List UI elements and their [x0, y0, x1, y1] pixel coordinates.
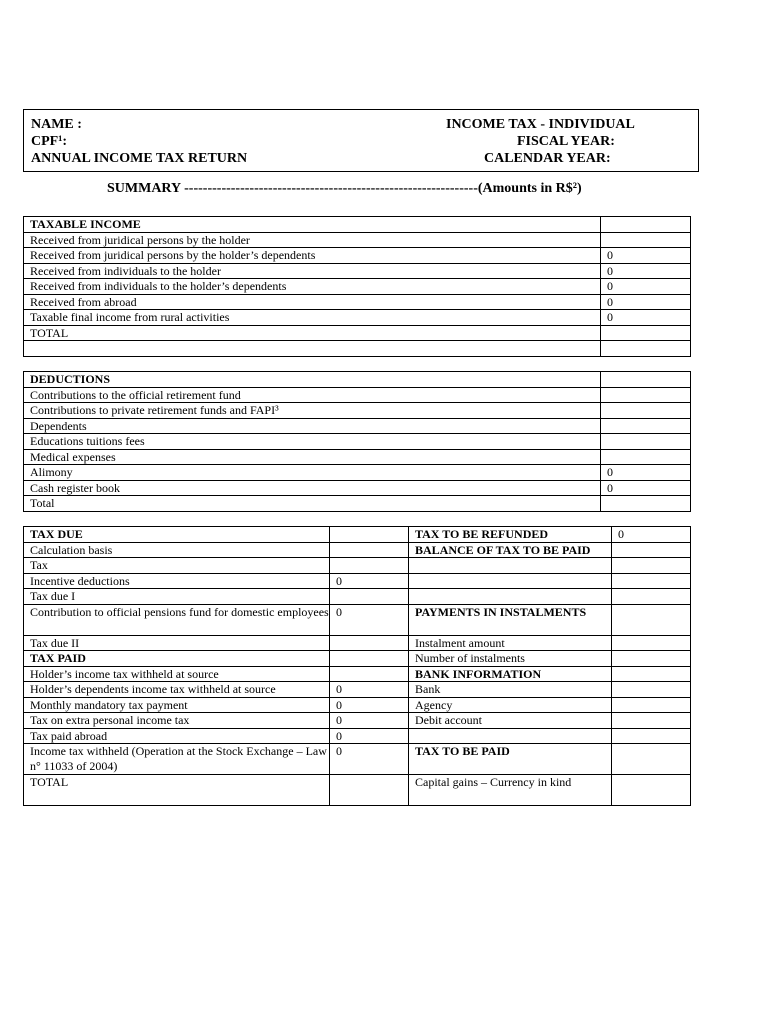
table-row	[24, 387, 691, 403]
tax-item-label: Tax due I	[24, 589, 330, 605]
payment-item-label: TAX TO BE PAID	[409, 744, 612, 775]
payment-item-label: Instalment amount	[409, 635, 612, 651]
table-row	[24, 449, 691, 465]
tax-item-value: 0	[330, 697, 409, 713]
tax-item-label: Holder’s income tax withheld at source	[24, 666, 330, 682]
tax-type-label: INCOME TAX - INDIVIDUAL	[446, 117, 635, 132]
payment-item-value	[612, 697, 691, 713]
payment-item-label	[409, 573, 612, 589]
payment-item-label: TAX TO BE REFUNDED	[409, 527, 612, 543]
taxable-income-value: 0	[601, 248, 691, 264]
deduction-label: Educations tuitions fees	[24, 434, 601, 450]
table-row	[24, 635, 691, 651]
taxable-income-label: Received from abroad	[24, 294, 601, 310]
deduction-value: 0	[601, 465, 691, 481]
tax-summary-table	[23, 526, 691, 806]
payment-item-label: Capital gains – Currency in kind	[409, 775, 612, 806]
taxable-income-label	[24, 341, 601, 357]
taxable-income-value: 0	[601, 279, 691, 295]
deductions-heading-value	[601, 372, 691, 388]
tax-item-value: 0	[330, 728, 409, 744]
tax-item-value: 0	[330, 682, 409, 698]
tax-item-label: TOTAL	[24, 775, 330, 806]
deduction-value	[601, 418, 691, 434]
payment-item-label: Debit account	[409, 713, 612, 729]
payment-item-label: Agency	[409, 697, 612, 713]
table-row	[24, 341, 691, 357]
tax-item-value: 0	[330, 713, 409, 729]
tax-item-value	[330, 666, 409, 682]
deduction-label: Cash register book	[24, 480, 601, 496]
payment-item-value	[612, 651, 691, 667]
payment-item-value	[612, 558, 691, 574]
payment-item-value	[612, 682, 691, 698]
table-row	[24, 728, 691, 744]
payment-item-value	[612, 635, 691, 651]
taxable-income-value: 0	[601, 294, 691, 310]
deduction-label: Contributions to private retirement funds and FAPI³	[24, 403, 601, 419]
table-row	[24, 558, 691, 574]
table-row	[24, 682, 691, 698]
payment-item-label	[409, 558, 612, 574]
fiscal-year-label: FISCAL YEAR:	[517, 134, 615, 149]
table-row	[24, 310, 691, 326]
payment-item-label: BANK INFORMATION	[409, 666, 612, 682]
deduction-value	[601, 403, 691, 419]
table-row	[24, 744, 691, 775]
taxable-income-label: TOTAL	[24, 325, 601, 341]
calendar-year-label: CALENDAR YEAR:	[484, 151, 611, 166]
tax-item-label: TAX PAID	[24, 651, 330, 667]
taxable-income-label: Received from juridical persons by the holder	[24, 232, 601, 248]
payment-item-label: Number of instalments	[409, 651, 612, 667]
table-row	[24, 232, 691, 248]
table-row	[24, 573, 691, 589]
tax-item-label: Monthly mandatory tax payment	[24, 697, 330, 713]
table-row	[24, 589, 691, 605]
deductions-heading-row	[24, 372, 691, 388]
tax-item-label: Tax due II	[24, 635, 330, 651]
tax-item-label: Contribution to official pensions fund for domestic employees	[24, 604, 330, 635]
deduction-value	[601, 496, 691, 512]
table-row	[24, 666, 691, 682]
deduction-label: Medical expenses	[24, 449, 601, 465]
tax-item-label: Tax	[24, 558, 330, 574]
payment-item-value	[612, 775, 691, 806]
table-row	[24, 496, 691, 512]
taxable-income-label: Taxable final income from rural activities	[24, 310, 601, 326]
taxable-income-value: 0	[601, 310, 691, 326]
taxable-income-table	[23, 216, 691, 357]
tax-item-value	[330, 527, 409, 543]
table-row	[24, 697, 691, 713]
tax-item-label: Incentive deductions	[24, 573, 330, 589]
payment-item-label	[409, 728, 612, 744]
tax-item-value	[330, 635, 409, 651]
deduction-label: Alimony	[24, 465, 601, 481]
taxable-income-value: 0	[601, 263, 691, 279]
deduction-value	[601, 449, 691, 465]
payment-item-value	[612, 744, 691, 775]
table-row	[24, 279, 691, 295]
tax-item-value: 0	[330, 604, 409, 635]
table-row	[24, 775, 691, 806]
name-label: NAME :	[31, 117, 82, 132]
tax-item-value: 0	[330, 744, 409, 775]
payment-item-value	[612, 713, 691, 729]
summary-line: SUMMARY ---------------------------------------------------------------(Amounts in R$²)	[107, 181, 582, 196]
tax-item-value	[330, 558, 409, 574]
tax-item-label: Holder’s dependents income tax withheld at source	[24, 682, 330, 698]
return-header	[23, 109, 699, 172]
table-row	[24, 434, 691, 450]
deduction-value: 0	[601, 480, 691, 496]
deduction-label: Total	[24, 496, 601, 512]
table-row	[24, 465, 691, 481]
payment-item-value	[612, 589, 691, 605]
deduction-value	[601, 434, 691, 450]
deduction-label: Contributions to the official retirement fund	[24, 387, 601, 403]
table-row	[24, 403, 691, 419]
taxable-income-label: Received from juridical persons by the holder’s dependents	[24, 248, 601, 264]
taxable-income-label: Received from individuals to the holder	[24, 263, 601, 279]
table-row	[24, 604, 691, 635]
table-row	[24, 542, 691, 558]
tax-item-value: 0	[330, 573, 409, 589]
taxable-income-value	[601, 341, 691, 357]
tax-item-label: Calculation basis	[24, 542, 330, 558]
payment-item-value: 0	[612, 527, 691, 543]
payment-item-label: PAYMENTS IN INSTALMENTS	[409, 604, 612, 635]
taxable-income-heading-value	[601, 217, 691, 233]
payment-item-value	[612, 666, 691, 682]
taxable-income-heading: TAXABLE INCOME	[24, 217, 601, 233]
table-row	[24, 263, 691, 279]
payment-item-value	[612, 604, 691, 635]
table-row	[24, 480, 691, 496]
payment-item-value	[612, 573, 691, 589]
table-row	[24, 325, 691, 341]
tax-item-value	[330, 589, 409, 605]
payment-item-label: BALANCE OF TAX TO BE PAID	[409, 542, 612, 558]
table-row	[24, 527, 691, 543]
deduction-label: Dependents	[24, 418, 601, 434]
tax-item-value	[330, 651, 409, 667]
payment-item-value	[612, 728, 691, 744]
deduction-value	[601, 387, 691, 403]
tax-item-label: Income tax withheld (Operation at the Stock Exchange – Law n° 11033 of 2004)	[24, 744, 330, 775]
table-row	[24, 248, 691, 264]
taxable-income-value	[601, 325, 691, 341]
deductions-table	[23, 371, 691, 512]
taxable-income-heading-row	[24, 217, 691, 233]
table-row	[24, 713, 691, 729]
taxable-income-label: Received from individuals to the holder’s dependents	[24, 279, 601, 295]
payment-item-value	[612, 542, 691, 558]
cpf-label: CPF¹:	[31, 134, 68, 149]
table-row	[24, 294, 691, 310]
tax-item-value	[330, 542, 409, 558]
deductions-heading: DEDUCTIONS	[24, 372, 601, 388]
return-title: ANNUAL INCOME TAX RETURN	[31, 151, 248, 166]
tax-item-value	[330, 775, 409, 806]
table-row	[24, 651, 691, 667]
tax-item-label: Tax paid abroad	[24, 728, 330, 744]
payment-item-label: Bank	[409, 682, 612, 698]
table-row	[24, 418, 691, 434]
taxable-income-value	[601, 232, 691, 248]
tax-item-label: TAX DUE	[24, 527, 330, 543]
tax-item-label: Tax on extra personal income tax	[24, 713, 330, 729]
payment-item-label	[409, 589, 612, 605]
